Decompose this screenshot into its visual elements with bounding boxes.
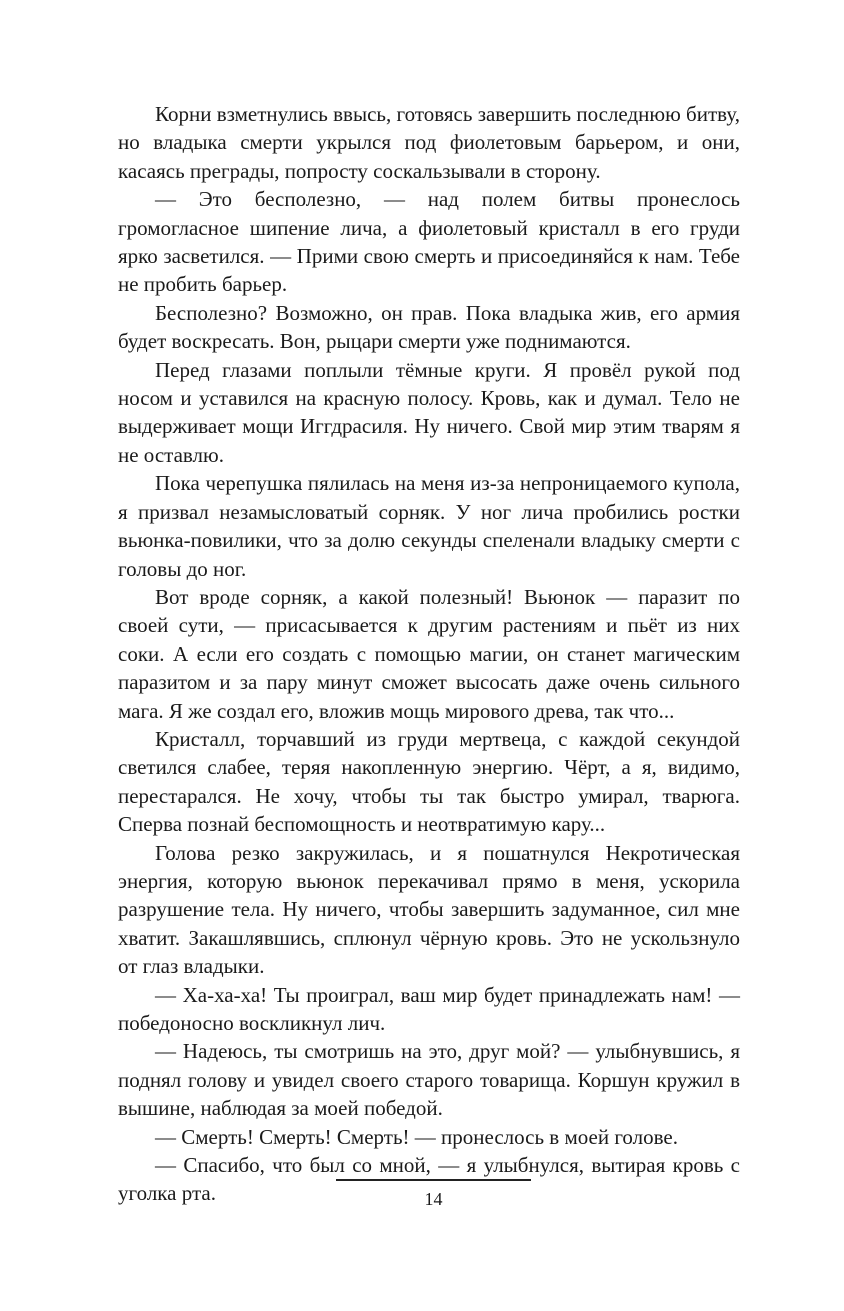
page-body-text xyxy=(118,100,740,1208)
paragraph: Перед глазами поплыли тёмные круги. Я провёл рукой под носом и уставился на красную полосу. Кровь, как и думал. Тело не выдерживает мощи Иггдрасиля. Ну ничего. Свой мир этим тварям я не оставлю. xyxy=(118,357,740,467)
page-number: 14 xyxy=(424,1189,443,1209)
paragraph: Кристалл, торчавший из груди мертвеца, с каждой секундой светился слабее, теряя накопленную энергию. Чёрт, а я, видимо, перестарался. Не хочу, чтобы ты так быстро умирал, тварюга. Сперва познай беспомощность и неотвратимую кару... xyxy=(118,726,740,837)
paragraph: Вот вроде сорняк, а какой полезный! Вьюнок — паразит по своей сути, — присасывается к другим растениям и пьёт из них соки. А если его создать с помощью магии, он станет магическим паразитом и за пару минут сможет высосать даже очень сильного мага. Я же создал его, вложив мощь мирового древа, так что... xyxy=(118,584,740,723)
paragraph: Пока черепушка пялилась на меня из-за непроницаемого купола, я призвал незамысловатый сорняк. У ног лича пробились ростки вьюнка-повилики, что за долю секунды спеленали владыку смерти с головы до ног. xyxy=(118,471,740,581)
paragraph: — Ха-ха-ха! Ты проиграл, ваш мир будет принадлежать нам! — победоносно воскликнул лич. xyxy=(118,982,740,1035)
paragraph: — Смерть! Смерть! Смерть! — пронеслось в моей голове. xyxy=(155,1124,678,1149)
footer-divider xyxy=(336,1179,531,1181)
paragraph: — Это бесполезно, — над полем битвы пронеслось громогласное шипение лича, а фиолетовый кристалл в его груди ярко засветился. — Прими свою смерть и присоединяйся к нам. Тебе не пробить барьер. xyxy=(118,187,740,297)
paragraph: — Надеюсь, ты смотришь на это, друг мой? — улыбнувшись, я поднял голову и увидел своего старого товарища. Коршун кружил в вышине, наблюдая за моей победой. xyxy=(118,1039,740,1121)
paragraph: Корни взметнулись ввысь, готовясь завершить последнюю битву, но владыка смерти укрылся под фиолетовым барьером, и они, касаясь преграды, попросту соскальзывали в сторону. xyxy=(118,102,740,183)
paragraph: — Спасибо, что был со мной, — я улыбнулся, вытирая кровь с уголка рта. xyxy=(118,1153,740,1206)
paragraph: Голова резко закружилась, и я пошатнулся Некротическая энергия, которую вьюнок перекачивал прямо в меня, ускорила разрушение тела. Ну ничего, чтобы завершить задуманное, сил мне хватит. Закашлявшись, сплюнул чёрную кровь. Это не ускользнуло от глаз владыки. xyxy=(118,840,740,979)
paragraph: Бесполезно? Возможно, он прав. Пока владыка жив, его армия будет воскресать. Вон, рыцари смерти уже поднимаются. xyxy=(118,300,740,354)
